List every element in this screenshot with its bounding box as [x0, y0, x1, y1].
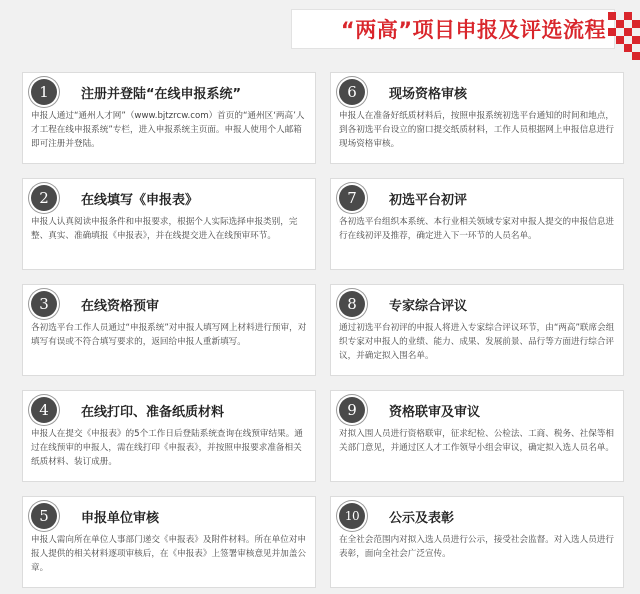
step-title: 在线打印、准备纸质材料	[81, 405, 225, 420]
step-title: 在线填写《申报表》	[81, 193, 199, 208]
step-number-badge: 9	[339, 397, 365, 423]
title-banner	[292, 10, 614, 48]
step-title: 在线资格预审	[81, 299, 160, 314]
step-number-badge: 5	[31, 503, 57, 529]
step-card-5	[22, 496, 316, 588]
step-card-8	[330, 284, 624, 376]
step-description: 在全社会范围内对拟入选人员进行公示，接受社会监督。对入选人员进行表彰，面向全社会广泛宣传。	[339, 535, 615, 559]
step-card-4	[22, 390, 316, 482]
step-number-badge: 10	[339, 503, 365, 529]
step-number-badge: 4	[31, 397, 57, 423]
step-description: 申报人在准备好纸质材料后，按照申报系统初选平台通知的时间和地点，到各初选平台设立的窗口提交纸质材料，工作人员根据网上申报信息进行现场资格审核。	[339, 111, 615, 149]
header	[0, 0, 640, 62]
step-description: 申报人在提交《申报表》的5个工作日后登陆系统查询在线预审结果。通过在线预审的申报人，需在线打印《申报表》，并按照申报要求准备相关纸质材料、装订成册。	[31, 429, 303, 467]
step-card-10	[330, 496, 624, 588]
step-title: 专家综合评议	[389, 299, 468, 314]
step-card-9	[330, 390, 624, 482]
step-title: 注册并登陆“在线申报系统”	[81, 87, 242, 102]
step-number-badge: 8	[339, 291, 365, 317]
step-title: 现场资格审核	[389, 87, 468, 102]
step-card-2	[22, 178, 316, 270]
step-title: 初选平台初评	[389, 193, 468, 208]
step-card-6	[330, 72, 624, 164]
step-description: 各初选平台工作人员通过“申报系统”对申报人填写网上材料进行预审，对填写有误或不符合填写要求的，返回给申报人重新填写。	[31, 323, 307, 347]
step-number-badge: 6	[339, 79, 365, 105]
step-title: 申报单位审核	[81, 511, 160, 526]
step-number-badge: 3	[31, 291, 57, 317]
step-card-1	[22, 72, 316, 164]
step-title: 资格联审及审议	[389, 405, 481, 420]
step-description: 各初选平台组织本系统、本行业相关领域专家对申报人提交的申报信息进行在线初评及推荐，确定进入下一环节的人员名单。	[339, 217, 615, 241]
step-card-3	[22, 284, 316, 376]
step-description: 通过初选平台初评的申报人将进入专家综合评议环节，由“两高”联席会组织专家对申报人的业绩、能力、成果、发展前景、品行等方面进行综合评议，并确定拟入围名单。	[339, 323, 615, 361]
step-description: 申报人认真阅读申报条件和申报要求，根据个人实际选择申报类别，完整、真实、准确填报《申报表》，并在线提交进入在线预审环节。	[31, 217, 298, 241]
step-number-badge: 2	[31, 185, 57, 211]
step-description: 申报人通过“通州人才网”（www.bjtzrcw.com）首页的“通州区‘两高’人才工程在线申报系统”专栏，进入申报系统主页面。申报人使用个人邮箱即可注册并登陆。	[31, 111, 305, 149]
step-number-badge: 1	[31, 79, 57, 105]
step-number-badge: 7	[339, 185, 365, 211]
step-description: 申报人需向所在单位人事部门递交《申报表》及附件材料。所在单位对申报人提供的相关材料逐项审核后，在《申报表》上签署审核意见并加盖公章。	[31, 535, 307, 573]
checker-decoration-icon	[604, 12, 640, 60]
step-title: 公示及表彰	[389, 511, 455, 526]
page-title: “两高”项目申报及评选流程	[340, 18, 606, 42]
step-card-7	[330, 178, 624, 270]
step-description: 对拟入围人员进行资格联审，征求纪检、公检法、工商、税务、社保等相关部门意见，并通过区人才工作领导小组会审议，确定拟入选人员名单。	[339, 429, 615, 453]
